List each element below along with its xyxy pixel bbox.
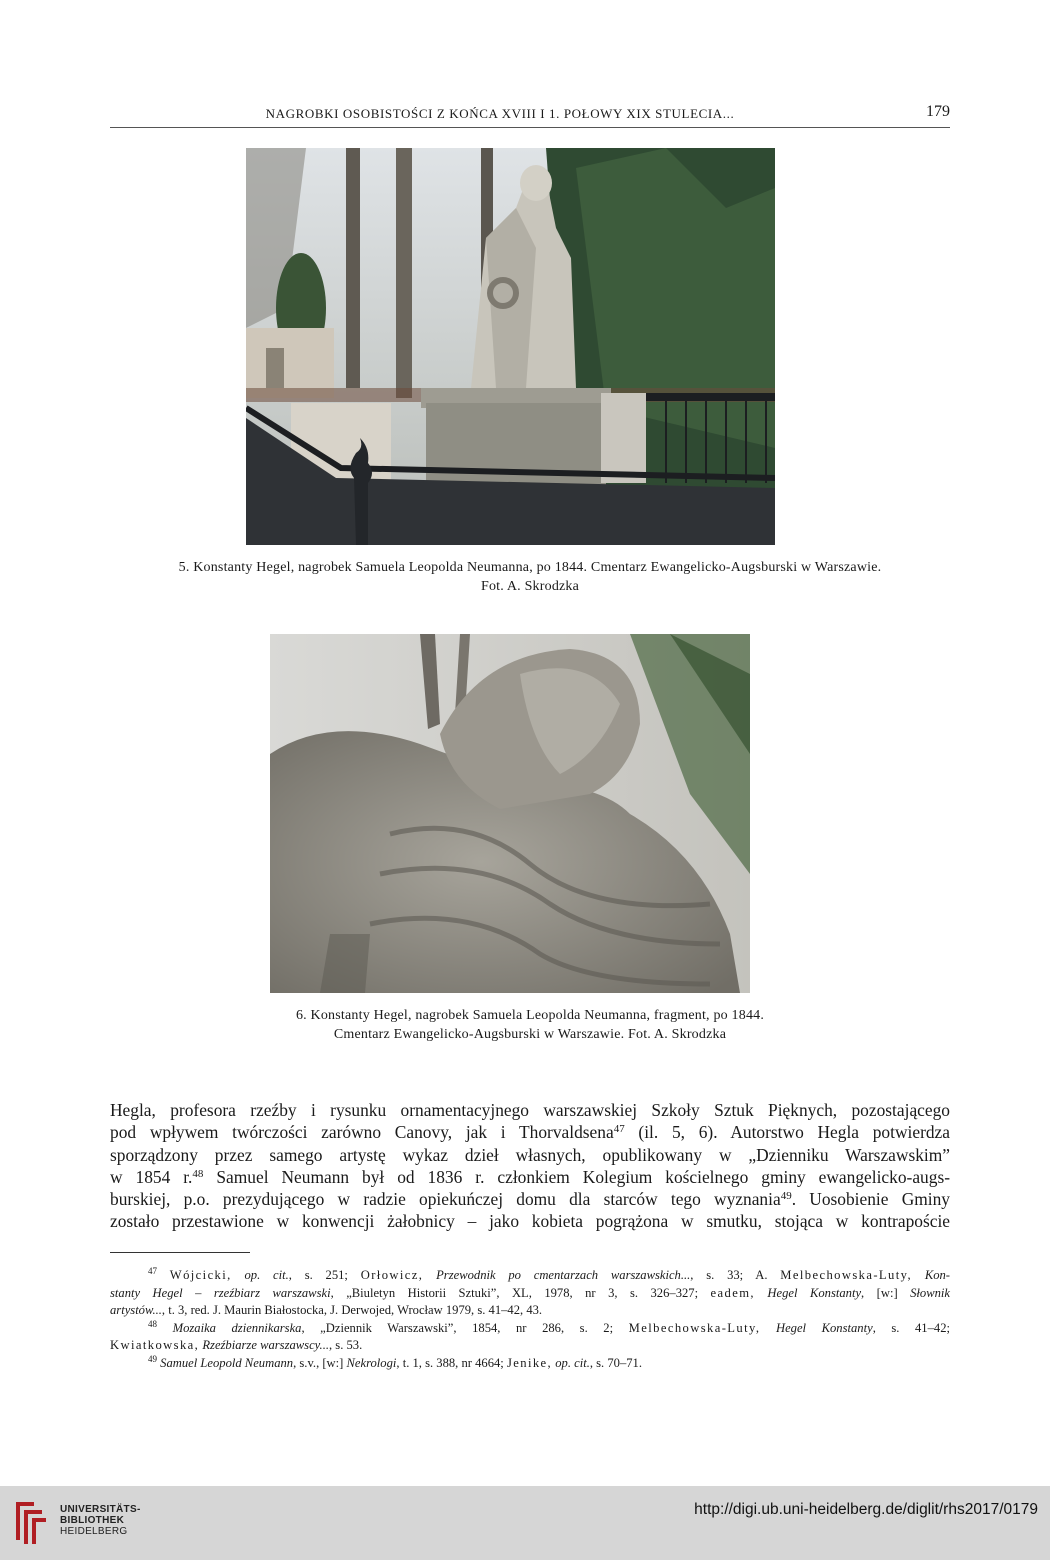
- author: Orłowicz,: [360, 1268, 424, 1282]
- caption-line: 6. Konstanty Hegel, nagrobek Samuela Leopolda Neumanna, fragment, po 1844.: [295, 1008, 765, 1023]
- footnote-number: 47: [148, 1266, 157, 1276]
- caption-line: Cmentarz Ewangelicko-Augsburski w Warszawie. Fot. A. Skrodzka: [333, 1027, 727, 1042]
- title: Nekrologi: [346, 1355, 397, 1370]
- author: Wójcicki,: [169, 1268, 232, 1282]
- title: Samuel Leopold Neumann: [160, 1355, 294, 1370]
- footnotes: [110, 1267, 950, 1372]
- running-head: [110, 104, 950, 128]
- text-run: burskiej, p.o. prezydującego w radzie opiekuńczej domu dla starców tego wyznania: [110, 1189, 781, 1210]
- footnote-ref-48[interactable]: 48: [192, 1167, 204, 1180]
- title: artystów...: [110, 1303, 162, 1317]
- statue-fragment-photo: [270, 634, 750, 993]
- title: Mozaika dziennikarska: [172, 1320, 302, 1335]
- body-paragraph: [110, 1099, 950, 1233]
- text-run: , s. 251;: [288, 1268, 361, 1282]
- text-line: [110, 1121, 950, 1143]
- text-run: pod wpływem twórczości zarówno Canovy, jak i Thorvaldsena: [110, 1122, 614, 1143]
- text-line: [110, 1188, 950, 1210]
- text-line: [110, 1166, 950, 1188]
- title: Hegel Konstanty: [754, 1285, 862, 1300]
- text-run: w 1854 r.: [110, 1166, 193, 1187]
- figure-6-caption: [110, 1006, 950, 1044]
- text-run: Samuel Neumann był od 1836 r. członkiem Kolegium kościelnego gminy ewangelicko-augs-: [203, 1166, 950, 1187]
- title: Słownik: [910, 1285, 950, 1300]
- footnote-47-cont: [110, 1285, 950, 1303]
- header-rule: [110, 127, 950, 128]
- author: Melbechowska-Luty,: [628, 1320, 761, 1335]
- footnote-48-cont: [110, 1337, 950, 1355]
- text-run: (il. 5, 6). Autorstwo Hegla potwierdza: [624, 1122, 950, 1143]
- author: Kwiatkowska,: [110, 1338, 200, 1352]
- page-number: 179: [926, 103, 950, 120]
- footnote-number: 48: [148, 1318, 157, 1329]
- figure-6-photo: [270, 634, 750, 993]
- footnote-ref-49[interactable]: 49: [780, 1190, 792, 1203]
- footer-bar: [0, 1486, 1050, 1560]
- title: stanty Hegel – rzeźbiarz warszawski: [110, 1285, 331, 1300]
- text-run: , t. 1, s. 388, nr 4664;: [396, 1355, 507, 1370]
- source-url-link[interactable]: http://digi.ub.uni-heidelberg.de/diglit/rhs2017/0179: [694, 1501, 1038, 1518]
- text-run: , s. 33; A.: [690, 1268, 781, 1282]
- text-run: , „Dziennik Warszawski”, 1854, nr 286, s. 2;: [301, 1320, 629, 1335]
- title: Rzeźbiarze warszawscy...: [199, 1338, 329, 1352]
- text-line: zostało przestawione w konwencji żałobnicy – jako kobieta pogrążona w smutku, stojąca w kontrapoście: [110, 1211, 950, 1232]
- text-run: , s.v., [w:]: [293, 1355, 347, 1370]
- title: Przewodnik po cmentarzach warszawskich...: [423, 1268, 691, 1282]
- text-run: , [w:]: [861, 1285, 911, 1300]
- title: Hegel Konstanty: [760, 1320, 873, 1335]
- library-name-line: BIBLIOTHEK: [60, 1515, 125, 1526]
- running-title: NAGROBKI OSOBISTOŚCI Z KOŃCA XVIII I 1. POŁOWY XIX STULECIA...: [265, 106, 735, 121]
- library-name-line: UNIVERSITÄTS-: [60, 1504, 141, 1515]
- library-name: [60, 1504, 141, 1537]
- tomb-monument-photo: [246, 148, 775, 545]
- title: op. cit.: [231, 1268, 289, 1282]
- footnote-ref-47[interactable]: 47: [613, 1123, 625, 1136]
- text-run: , t. 3, red. J. Maurin Białostocka, J. Derwojed, Wrocław 1979, s. 41–42, 43.: [161, 1303, 543, 1317]
- caption-line: Fot. A. Skrodzka: [480, 579, 580, 594]
- library-logo-icon: [12, 1496, 48, 1546]
- footnote-47: [110, 1267, 950, 1285]
- figure-5-photo: [246, 148, 775, 545]
- figure-5-caption: [110, 558, 950, 596]
- footnote-49: [110, 1355, 950, 1373]
- footnote-47-cont: [110, 1302, 950, 1320]
- text-run: . Uosobienie Gminy: [791, 1189, 951, 1210]
- title: Kon-: [912, 1268, 951, 1282]
- library-name-line: HEIDELBERG: [60, 1526, 128, 1537]
- title: op. cit.: [552, 1355, 590, 1370]
- text-run: , s. 53.: [329, 1338, 363, 1352]
- text-run: , „Biuletyn Historii Sztuki”, XL, 1978, nr 3, s. 326–327;: [330, 1285, 711, 1300]
- footnote-48: [110, 1320, 950, 1338]
- text-run: , s. 70–71.: [589, 1355, 642, 1370]
- author: Jenike,: [506, 1355, 553, 1370]
- text-line: Hegla, profesora rzeźby i rysunku ornamentacyjnego warszawskiej Szkoły Sztuk Pięknych, pozostającego: [110, 1100, 950, 1120]
- footnote-number: 49: [148, 1353, 157, 1364]
- author: Melbechowska-Luty,: [780, 1268, 913, 1282]
- text-line: sporządzony przez samego artystę wykaz dzieł własnych, opublikowany w „Dzienniku Warszawskim”: [110, 1144, 950, 1165]
- text-run: , s. 41–42;: [872, 1320, 950, 1335]
- caption-line: 5. Konstanty Hegel, nagrobek Samuela Leopolda Neumanna, po 1844. Cmentarz Ewangelicko-Augsburski w Warszawie.: [178, 560, 882, 575]
- footnote-rule: [110, 1252, 250, 1253]
- author: eadem,: [710, 1285, 755, 1300]
